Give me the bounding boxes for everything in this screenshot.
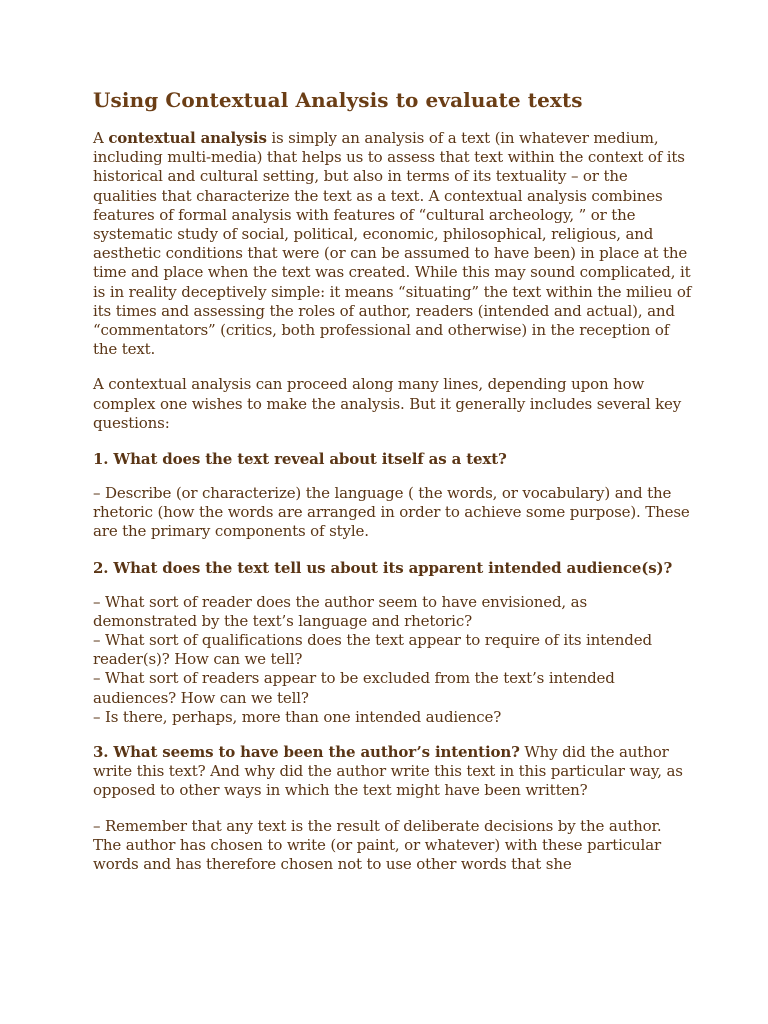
paragraph-key-questions: A contextual analysis can proceed along many lines, depending upon how complex one wishes to make the analysis. But it generally includes several key questions:: [93, 375, 682, 432]
question-1-body: – Describe (or characterize) the language ( the words, or vocabulary) and the rhetoric (how the words are arranged in order to achieve some purpose). These are the primary components of style.: [93, 484, 690, 541]
intro-paragraph: [93, 129, 693, 359]
question-2-heading: 2. What does the text tell us about its apparent intended audience(s)?: [93, 558, 673, 577]
question-2-list: [93, 593, 693, 727]
list-item: – What sort of readers appear to be excluded from the text’s intended audiences? How can we tell?: [93, 669, 615, 707]
question-1-heading: 1. What does the text reveal about itself as a text?: [93, 450, 507, 469]
page-title: Using Contextual Analysis to evaluate texts: [93, 88, 583, 112]
question-3-rest: Why did the author write this text? And why did the author write this text in this particular way, as opposed to other ways in which the text might have been written?: [93, 743, 683, 800]
intro-prefix: A: [93, 129, 109, 147]
list-item: – Is there, perhaps, more than one intended audience?: [93, 707, 502, 726]
question-3-paragraph: [93, 743, 693, 801]
list-item: – What sort of qualifications does the text appear to require of its intended reader(s)? How can we tell?: [93, 631, 652, 669]
intro-body: is simply an analysis of a text (in whatever medium, including multi-media) that helps us to assess that text within the context of its historical and cultural setting, but also in terms of its textuality – or the qualities that characterize the text as a text. A contextual analysis combines features of formal analysis with features of “cultural archeology, ” or the systematic study of social, political, economic, philosophical, religious, and aesthetic conditions that were (or can be assumed to have been) in place at the time and place when the text was created. While this may sound complicated, it is in reality deceptively simple: it means “situating” the text within the milieu of its times and assessing the roles of author, readers (intended and actual), and “commentators” (critics, both professional and otherwise) in the reception of the text.: [93, 129, 692, 359]
document-page: [93, 86, 693, 890]
question-3-body: – Remember that any text is the result of deliberate decisions by the author. The author has chosen to write (or paint, or whatever) with these particular words and has therefore chosen not to use other words that she: [93, 816, 662, 874]
term-contextual-analysis: contextual analysis: [108, 129, 267, 147]
question-3-heading: 3. What seems to have been the author’s intention?: [93, 743, 520, 762]
list-item: – What sort of reader does the author seem to have envisioned, as demonstrated by the text’s language and rhetoric?: [93, 592, 588, 630]
